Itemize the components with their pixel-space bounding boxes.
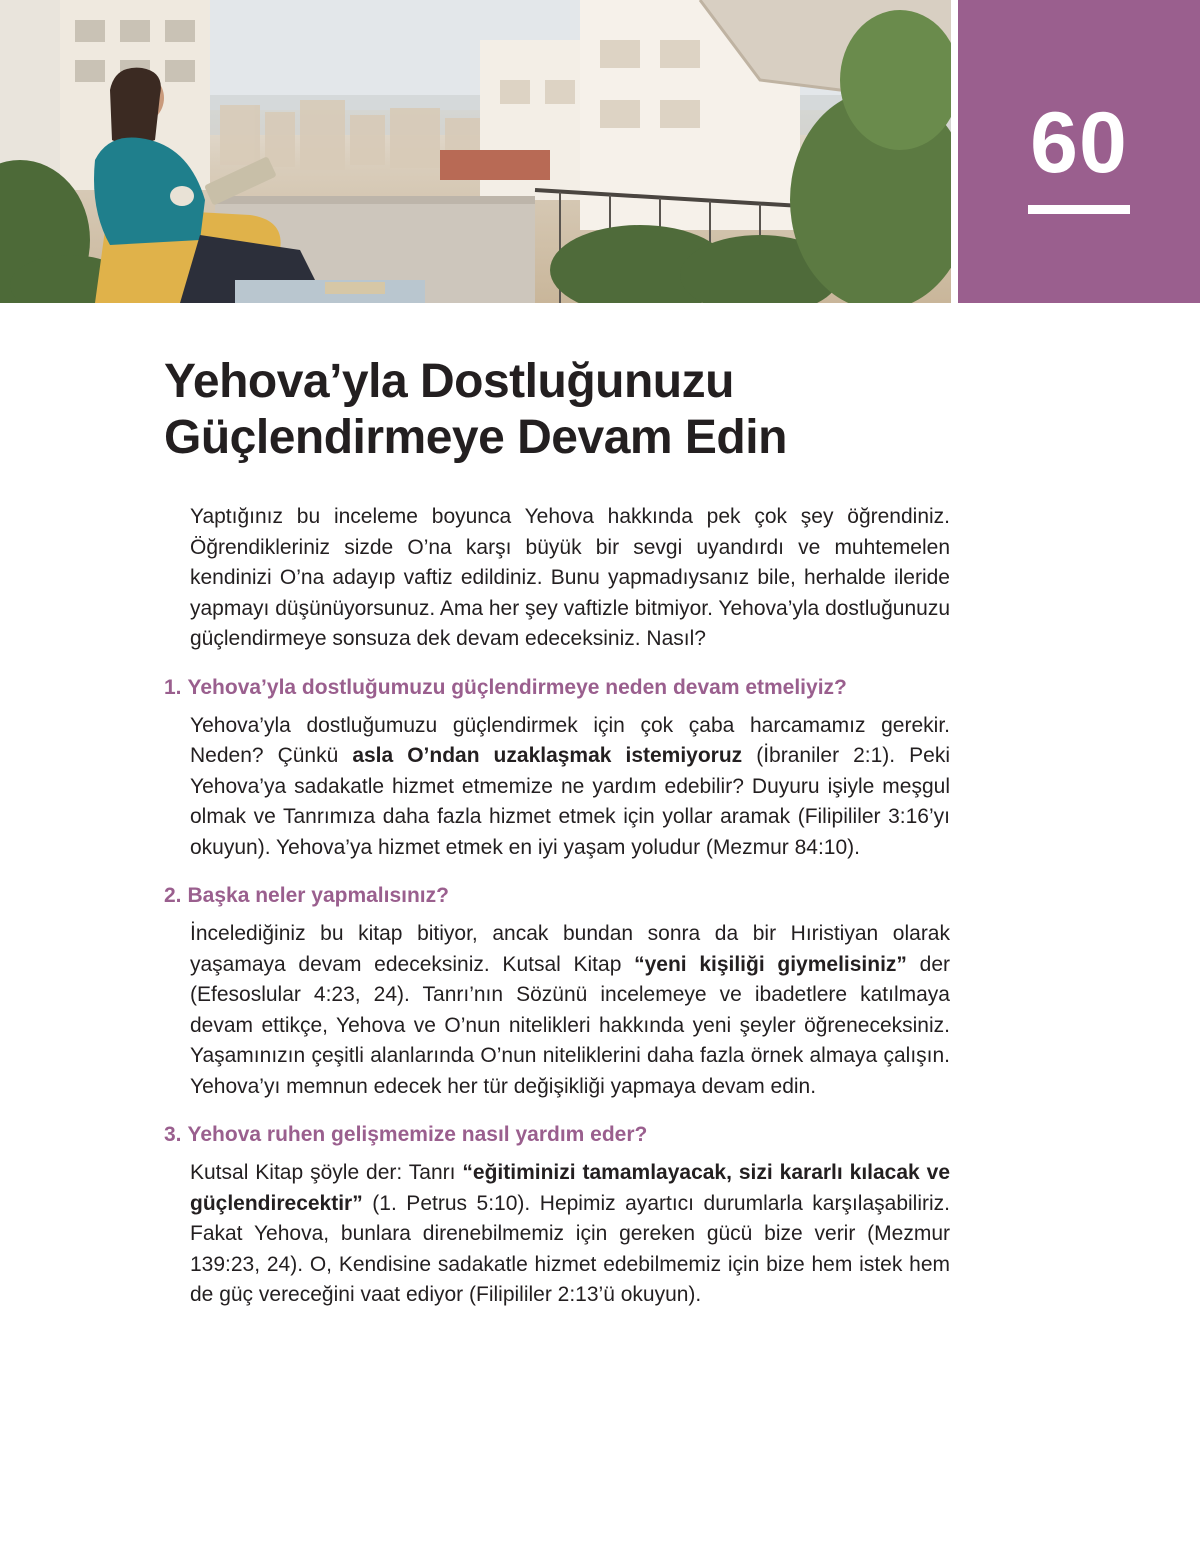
answer-3-emphasis: “eğitiminizi tamamlayacak, sizi kararlı kılacak ve güçlendirecektir” <box>190 1161 950 1215</box>
section-answer-3 <box>190 1158 950 1311</box>
page-title-line1: Yehova’yla Dostluğunuzu <box>164 355 734 408</box>
section-question-text-3: Yehova ruhen gelişmemize nasıl yardım eder? <box>187 1123 648 1146</box>
page-title-line2: Güçlendirmeye Devam Edin <box>164 411 787 464</box>
chapter-number: 60 <box>1030 95 1128 191</box>
answer-2-text-a: İncelediğiniz bu kitap bitiyor, ancak bundan sonra da bir Hıristiyan olarak yaşamaya devam edeceksiniz. Kutsal Kitap <box>190 922 950 976</box>
section-number-3: 3. <box>164 1123 182 1146</box>
answer-1-text-a: Yehova’yla dostluğumuzu güçlendirmek için çok çaba harcamamız gerekir. Neden? Çünkü <box>190 713 950 767</box>
page-title <box>164 354 1064 466</box>
answer-3-text-a: Kutsal Kitap şöyle der: Tanrı <box>190 1161 463 1184</box>
section-answer-2 <box>190 919 950 1102</box>
section-question-1 <box>164 673 950 703</box>
header-photo <box>0 0 951 303</box>
chapter-number-block <box>958 0 1200 303</box>
intro-paragraph: Yaptığınız bu inceleme boyunca Yehova hakkında pek çok şey öğrendiniz. Öğrendikleriniz sizde O’na karşı büyük bir sevgi uyandırdı ve muhtemelen kendinizi O’na adayıp vaftiz edildiniz. Bunu yapmadıysanız bile, herhalde ileride yapmayı düşünüyorsunuz. Ama her şey vaftizle bitmiyor. Yehova’yla dostluğunuzu güçlendirmeye sonsuza dek devam edeceksiniz. Nasıl? <box>190 505 950 650</box>
section-number-1: 1. <box>164 675 182 699</box>
section-question-text-1: Yehova’yla dostluğumuzu güçlendirmeye neden devam etmeliyiz? <box>187 675 847 699</box>
section-question-text-2: Başka neler yapmalısınız? <box>187 884 449 907</box>
section-question-2 <box>164 881 950 911</box>
answer-2-text-b: der (Efesoslular 4:23, 24). Tanrı’nın Sözünü incelemeye ve ibadetlere katılmaya devam ettikçe, Yehova ve O’nun nitelikleri hakkında yeni şeyler öğreneceksiniz. Yaşamınızın çeşitli alanlarında O’nun niteliklerini daha fazla örnek almaya çalışın. Yehova’yı memnun edecek her tür değişikliği yapmaya devam edin. <box>190 952 950 1098</box>
answer-1-text-b: (İbraniler 2:1). Peki Yehova’ya sadakatle hizmet etmemize ne yardım edebilir? Duyuru işiyle meşgul olmak ve Tanrımıza daha fazla hizmet etmek için yollar aramak (Filipililer 3:16’yı okuyun). Yehova’ya hizmet etmek en iyi yaşam yoludur (Mezmur 84:10). <box>190 744 950 859</box>
answer-2-emphasis: “yeni kişiliği giymelisiniz” <box>634 952 907 976</box>
answer-1-emphasis: asla O’ndan uzaklaşmak istemiyoruz <box>352 744 743 767</box>
article-content <box>164 502 950 1311</box>
section-number-2: 2. <box>164 884 182 907</box>
section-answer-1 <box>190 711 950 864</box>
answer-3-text-b: (1. Petrus 5:10). Hepimiz ayartıcı durumlarla karşılaşabiliriz. Fakat Yehova, bunlara direnebilmemiz için gereken gücü bize verir (Mezmur 139:23, 24). O, Kendisine sadakatle hizmet edebilmemiz için bize hem istek hem de güç vereceğini vaat ediyor (Filipililer 2:13’ü okuyun). <box>190 1191 950 1306</box>
chapter-rule <box>1028 205 1130 214</box>
section-question-3 <box>164 1120 950 1150</box>
balcony-photo-illustration <box>0 0 951 303</box>
